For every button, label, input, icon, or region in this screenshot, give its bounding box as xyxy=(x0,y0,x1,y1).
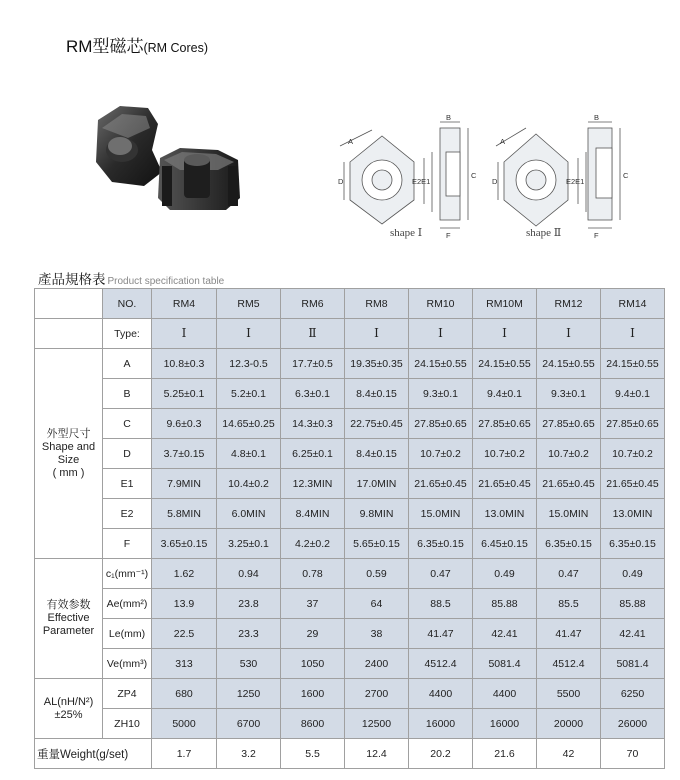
table-row xyxy=(35,379,665,409)
table-row xyxy=(35,529,665,559)
table-cell: 2700 xyxy=(345,679,409,709)
header-model: RM8 xyxy=(345,289,409,319)
table-cell: 10.7±0.2 xyxy=(473,439,537,469)
table-cell: 4512.4 xyxy=(409,649,473,679)
table-cell: 10.4±0.2 xyxy=(217,469,281,499)
weight-cell: 21.6 xyxy=(473,739,537,769)
page-title xyxy=(66,32,208,57)
table-cell: 6.3±0.1 xyxy=(281,379,345,409)
table-cell: 15.0MIN xyxy=(409,499,473,529)
table-cell: 8600 xyxy=(281,709,345,739)
table-cell: 6.25±0.1 xyxy=(281,439,345,469)
header-blank xyxy=(35,289,103,319)
table-row xyxy=(35,439,665,469)
row-label: B xyxy=(103,379,152,409)
row-label: Ae(mm²) xyxy=(103,589,152,619)
diagram-shape-one xyxy=(332,112,492,244)
table-cell: 64 xyxy=(345,589,409,619)
weight-cell: 5.5 xyxy=(281,739,345,769)
group-effective xyxy=(35,559,103,679)
table-cell: 42.41 xyxy=(473,619,537,649)
table-cell: 41.47 xyxy=(537,619,601,649)
row-label: ZP4 xyxy=(103,679,152,709)
dim-label-e: E2E1 xyxy=(412,177,431,186)
table-cell: 680 xyxy=(152,679,217,709)
table-cell: 6700 xyxy=(217,709,281,739)
table-cell: 0.49 xyxy=(473,559,537,589)
header-model: RM10 xyxy=(409,289,473,319)
table-row xyxy=(35,289,665,319)
table-cell: 21.65±0.45 xyxy=(601,469,665,499)
table-cell: 5500 xyxy=(537,679,601,709)
table-row xyxy=(35,559,665,589)
table-cell: 530 xyxy=(217,649,281,679)
row-label: A xyxy=(103,349,152,379)
dim-label-b: B xyxy=(446,113,452,122)
table-cell: 6.35±0.15 xyxy=(601,529,665,559)
table-cell: 0.94 xyxy=(217,559,281,589)
table-row xyxy=(35,589,665,619)
table-row xyxy=(35,409,665,439)
table-cell: 2400 xyxy=(345,649,409,679)
row-label: Ve(mm³) xyxy=(103,649,152,679)
table-cell: 26000 xyxy=(601,709,665,739)
header-model: RM14 xyxy=(601,289,665,319)
table-cell: 22.75±0.45 xyxy=(345,409,409,439)
table-cell: 3.7±0.15 xyxy=(152,439,217,469)
row-label: F xyxy=(103,529,152,559)
header-model: RM4 xyxy=(152,289,217,319)
table-cell: 10.7±0.2 xyxy=(537,439,601,469)
dim-label-f-2: F xyxy=(594,231,599,240)
table-row xyxy=(35,469,665,499)
header-model: RM5 xyxy=(217,289,281,319)
table-cell: 7.9MIN xyxy=(152,469,217,499)
table-title-main: 產品規格表 xyxy=(38,272,106,287)
table-cell: 3.25±0.1 xyxy=(217,529,281,559)
table-cell: 37 xyxy=(281,589,345,619)
type-cell: Ⅰ xyxy=(217,319,281,349)
table-row xyxy=(35,709,665,739)
table-cell: 13.9 xyxy=(152,589,217,619)
table-cell: 8.4±0.15 xyxy=(345,379,409,409)
header-no: NO. xyxy=(103,289,152,319)
table-cell: 13.0MIN xyxy=(601,499,665,529)
dim-label-f: F xyxy=(446,231,451,240)
table-cell: 12500 xyxy=(345,709,409,739)
table-cell: 88.5 xyxy=(409,589,473,619)
table-cell: 23.8 xyxy=(217,589,281,619)
type-cell: Ⅰ xyxy=(601,319,665,349)
table-cell: 24.15±0.55 xyxy=(473,349,537,379)
shape-one-label: shape Ⅰ xyxy=(390,227,423,239)
table-cell: 41.47 xyxy=(409,619,473,649)
table-cell: 1250 xyxy=(217,679,281,709)
group-al-line: AL(nH/N²) xyxy=(43,695,94,708)
table-cell: 14.3±0.3 xyxy=(281,409,345,439)
title-main: RM型磁芯 xyxy=(66,37,144,56)
table-cell: 27.85±0.65 xyxy=(473,409,537,439)
row-label: E2 xyxy=(103,499,152,529)
table-cell: 20000 xyxy=(537,709,601,739)
table-cell: 16000 xyxy=(473,709,537,739)
table-cell: 27.85±0.65 xyxy=(601,409,665,439)
table-cell: 17.7±0.5 xyxy=(281,349,345,379)
table-cell: 6.0MIN xyxy=(217,499,281,529)
product-photo xyxy=(88,98,258,218)
type-cell: Ⅰ xyxy=(473,319,537,349)
dim-label-e-2: E2E1 xyxy=(566,177,585,186)
table-cell: 3.65±0.15 xyxy=(152,529,217,559)
table-cell: 24.15±0.55 xyxy=(601,349,665,379)
type-cell: Ⅰ xyxy=(409,319,473,349)
table-cell: 5081.4 xyxy=(601,649,665,679)
table-cell: 8.4MIN xyxy=(281,499,345,529)
table-cell: 0.49 xyxy=(601,559,665,589)
row-label: Le(mm) xyxy=(103,619,152,649)
table-cell: 5.65±0.15 xyxy=(345,529,409,559)
table-cell: 24.15±0.55 xyxy=(409,349,473,379)
table-cell: 23.3 xyxy=(217,619,281,649)
type-blank xyxy=(35,319,103,349)
table-cell: 9.4±0.1 xyxy=(473,379,537,409)
table-cell: 0.47 xyxy=(409,559,473,589)
table-cell: 1600 xyxy=(281,679,345,709)
table-row xyxy=(35,649,665,679)
table-cell: 38 xyxy=(345,619,409,649)
table-cell: 29 xyxy=(281,619,345,649)
table-cell: 6250 xyxy=(601,679,665,709)
table-cell: 0.47 xyxy=(537,559,601,589)
table-cell: 5000 xyxy=(152,709,217,739)
row-label: c₁(mm⁻¹) xyxy=(103,559,152,589)
table-cell: 9.8MIN xyxy=(345,499,409,529)
table-row xyxy=(35,619,665,649)
table-row xyxy=(35,349,665,379)
group-shape-size xyxy=(35,349,103,559)
table-cell: 12.3MIN xyxy=(281,469,345,499)
table-cell: 4.8±0.1 xyxy=(217,439,281,469)
table-cell: 1050 xyxy=(281,649,345,679)
group-effective-line: Effective xyxy=(47,612,90,624)
table-cell: 6.45±0.15 xyxy=(473,529,537,559)
type-cell: Ⅱ xyxy=(281,319,345,349)
header-model: RM12 xyxy=(537,289,601,319)
table-cell: 5.25±0.1 xyxy=(152,379,217,409)
table-cell: 4400 xyxy=(409,679,473,709)
dim-label-a: A xyxy=(348,137,354,146)
table-cell: 85.88 xyxy=(601,589,665,619)
group-al xyxy=(35,679,103,739)
table-cell: 6.35±0.15 xyxy=(537,529,601,559)
header-model: RM6 xyxy=(281,289,345,319)
weight-cell: 20.2 xyxy=(409,739,473,769)
row-label: D xyxy=(103,439,152,469)
weight-cell: 12.4 xyxy=(345,739,409,769)
group-effective-line: 有效参数 xyxy=(46,599,91,611)
group-effective-line: Parameter xyxy=(42,625,95,637)
type-cell: Ⅰ xyxy=(345,319,409,349)
group-shape-size-line: 外型尺寸 xyxy=(46,427,91,440)
dim-label-c-2: C xyxy=(623,171,629,180)
dim-label-b-2: B xyxy=(594,113,600,122)
table-cell: 1.62 xyxy=(152,559,217,589)
shape-two-label: shape Ⅱ xyxy=(526,227,562,239)
table-cell: 27.85±0.65 xyxy=(409,409,473,439)
table-cell: 19.35±0.35 xyxy=(345,349,409,379)
header-model: RM10M xyxy=(473,289,537,319)
table-cell: 9.3±0.1 xyxy=(537,379,601,409)
dim-label-a-2: A xyxy=(500,137,506,146)
group-shape-size-line: ( mm ) xyxy=(52,466,85,479)
table-cell: 0.59 xyxy=(345,559,409,589)
table-cell: 15.0MIN xyxy=(537,499,601,529)
spec-table xyxy=(34,288,665,769)
weight-cell: 42 xyxy=(537,739,601,769)
table-cell: 4400 xyxy=(473,679,537,709)
spec-table-body xyxy=(35,289,665,769)
table-title xyxy=(38,268,224,288)
group-shape-size-line: Shape and xyxy=(41,440,96,453)
row-label-type: Type: xyxy=(103,319,152,349)
table-cell: 12.3-0.5 xyxy=(217,349,281,379)
table-row xyxy=(35,499,665,529)
table-cell: 8.4±0.15 xyxy=(345,439,409,469)
table-row xyxy=(35,739,665,769)
row-label-weight: 重量Weight(g/set) xyxy=(35,739,152,769)
table-title-sub: Product specification table xyxy=(107,276,225,287)
group-shape-size-line: Size xyxy=(57,453,80,466)
table-row xyxy=(35,319,665,349)
table-cell: 21.65±0.45 xyxy=(537,469,601,499)
table-cell: 4.2±0.2 xyxy=(281,529,345,559)
table-cell: 42.41 xyxy=(601,619,665,649)
diagram-shape-two xyxy=(490,112,650,244)
table-cell: 85.5 xyxy=(537,589,601,619)
table-cell: 10.7±0.2 xyxy=(601,439,665,469)
table-cell: 0.78 xyxy=(281,559,345,589)
weight-cell: 3.2 xyxy=(217,739,281,769)
table-cell: 21.65±0.45 xyxy=(473,469,537,499)
table-cell: 13.0MIN xyxy=(473,499,537,529)
table-cell: 6.35±0.15 xyxy=(409,529,473,559)
dim-label-d-2: D xyxy=(492,177,498,186)
table-cell: 4512.4 xyxy=(537,649,601,679)
table-cell: 14.65±0.25 xyxy=(217,409,281,439)
table-row xyxy=(35,679,665,709)
row-label: C xyxy=(103,409,152,439)
group-al-line: ±25% xyxy=(54,708,83,721)
table-cell: 21.65±0.45 xyxy=(409,469,473,499)
weight-cell: 1.7 xyxy=(152,739,217,769)
type-cell: Ⅰ xyxy=(152,319,217,349)
row-label: ZH10 xyxy=(103,709,152,739)
row-label: E1 xyxy=(103,469,152,499)
weight-cell: 70 xyxy=(601,739,665,769)
table-cell: 10.7±0.2 xyxy=(409,439,473,469)
table-cell: 85.88 xyxy=(473,589,537,619)
table-cell: 16000 xyxy=(409,709,473,739)
table-cell: 5081.4 xyxy=(473,649,537,679)
table-cell: 5.8MIN xyxy=(152,499,217,529)
table-cell: 24.15±0.55 xyxy=(537,349,601,379)
table-cell: 9.4±0.1 xyxy=(601,379,665,409)
title-sub: (RM Cores) xyxy=(143,41,209,55)
type-cell: Ⅰ xyxy=(537,319,601,349)
dim-label-c: C xyxy=(471,171,477,180)
table-cell: 9.6±0.3 xyxy=(152,409,217,439)
table-cell: 5.2±0.1 xyxy=(217,379,281,409)
table-cell: 27.85±0.65 xyxy=(537,409,601,439)
table-cell: 9.3±0.1 xyxy=(409,379,473,409)
table-cell: 10.8±0.3 xyxy=(152,349,217,379)
dim-label-d: D xyxy=(338,177,344,186)
table-cell: 22.5 xyxy=(152,619,217,649)
table-cell: 313 xyxy=(152,649,217,679)
table-cell: 17.0MIN xyxy=(345,469,409,499)
